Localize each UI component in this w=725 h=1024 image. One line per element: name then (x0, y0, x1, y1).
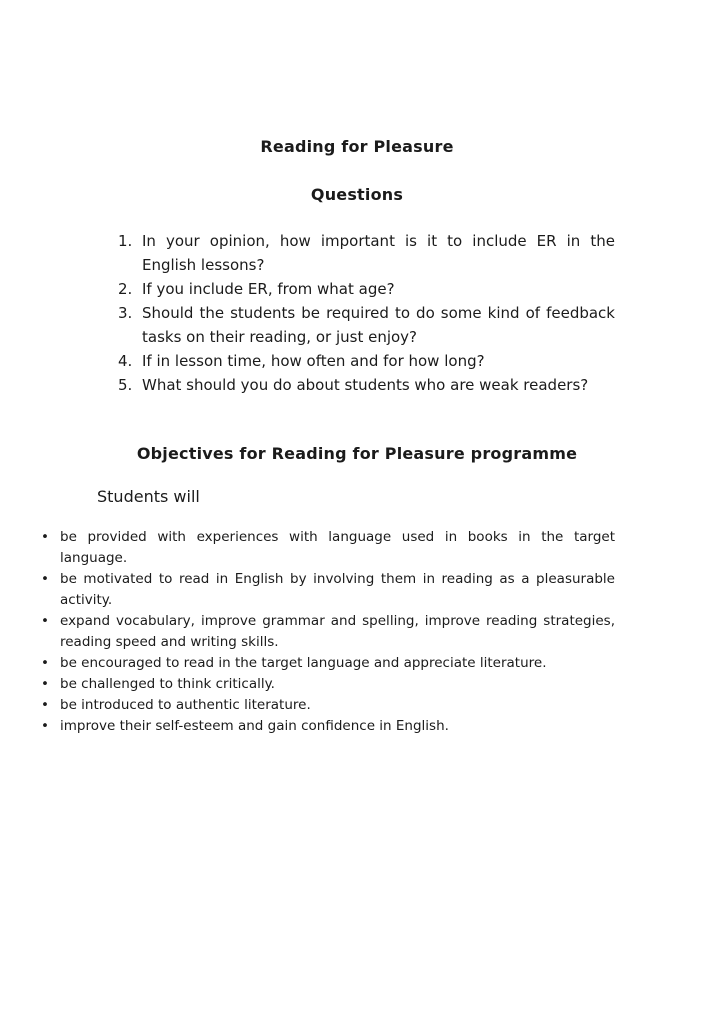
question-item: Should the students be required to do some kind of feedback tasks on their reading, or just enjoy? (142, 304, 615, 346)
objective-item: • be challenged to think critically. (39, 674, 615, 695)
section-heading-questions: Questions (310, 185, 404, 204)
document-title: Reading for Pleasure (260, 137, 454, 156)
question-item: What should you do about students who are weak readers? (142, 376, 589, 394)
question-item: In your opinion, how important is it to include ER in the English lessons? (142, 232, 615, 274)
objective-item: • expand vocabulary, improve grammar and spelling, improve reading strategies, reading speed and writing skills. (39, 611, 615, 653)
objectives-heading: Objectives for Reading for Pleasure programme (136, 444, 578, 463)
objective-item: • be introduced to authentic literature. (39, 695, 615, 716)
objective-item: • be motivated to read in English by involving them in reading as a pleasurable activity. (39, 569, 615, 611)
objective-item: • be encouraged to read in the target language and appreciate literature. (39, 653, 615, 674)
objectives-intro: Students will (97, 487, 200, 506)
objectives-list (39, 527, 615, 737)
objective-item: • improve their self-esteem and gain confidence in English. (39, 716, 615, 737)
objective-item: • be provided with experiences with language used in books in the target language. (39, 527, 615, 569)
question-item: If in lesson time, how often and for how long? (142, 352, 485, 370)
questions-list (118, 229, 615, 397)
question-item: If you include ER, from what age? (142, 280, 395, 298)
